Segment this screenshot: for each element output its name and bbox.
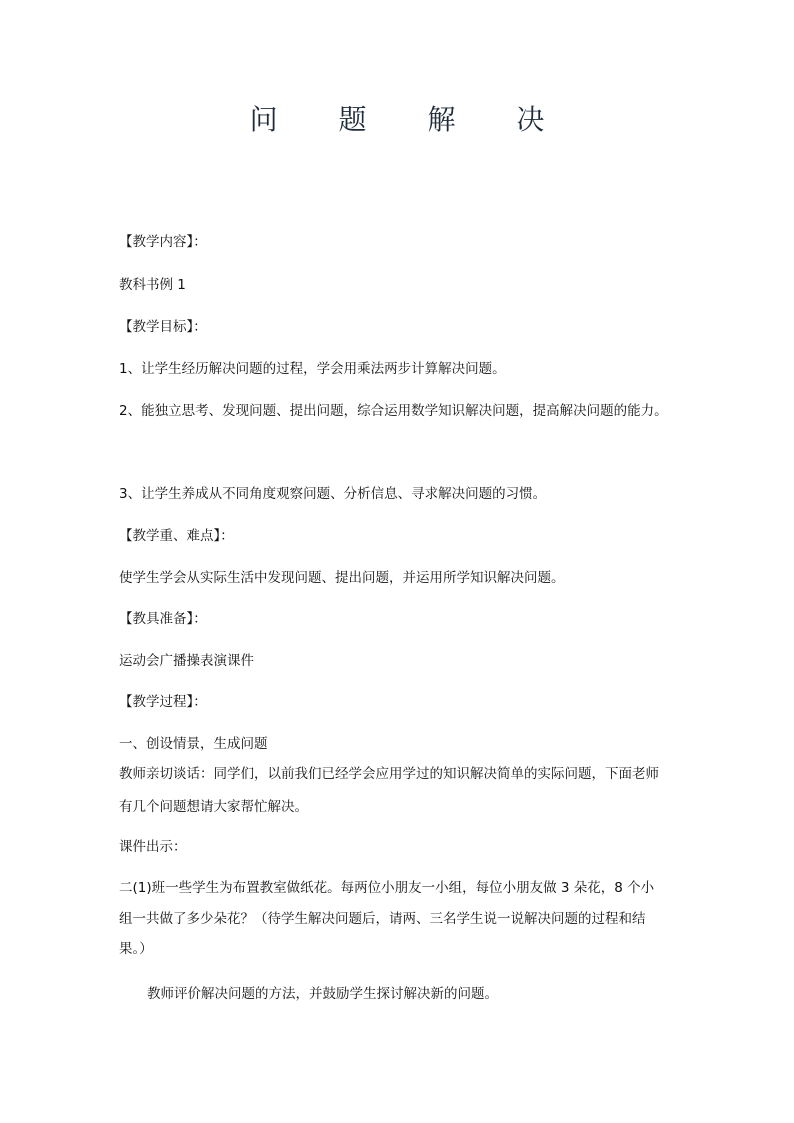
paragraph-teacher-talk-line-1: 教师亲切谈话：同学们，以前我们已经学会应用学过的知识解决简单的实际问题，下面老师	[119, 766, 659, 782]
goal-item-2: 2、能独立思考、发现问题、提出问题，综合运用数学知识解决问题，提高解决问题的能力。	[119, 403, 668, 419]
paragraph-materials: 运动会广播操表演课件	[119, 653, 254, 669]
paragraph-teacher-evaluation: 教师评价解决问题的方法，并鼓励学生探讨解决新的问题。	[147, 986, 498, 1002]
paragraph-problem-line-3: 果。）	[119, 941, 153, 957]
paragraph-courseware-show: 课件出示：	[119, 839, 187, 855]
goal-item-1: 1、让学生经历解决问题的过程，学会用乘法两步计算解决问题。	[119, 361, 506, 377]
goal-item-3: 3、让学生养成从不同角度观察问题、分析信息、寻求解决问题的习惯。	[119, 486, 547, 502]
section-heading-goals: 【教学目标】：	[119, 319, 207, 335]
section-heading-process: 【教学过程】：	[119, 694, 207, 710]
paragraph-teacher-talk-line-2: 有几个问题想请大家帮忙解决。	[119, 799, 308, 815]
paragraph-key-points: 使学生学会从实际生活中发现问题、提出问题，并运用所学知识解决问题。	[119, 570, 565, 586]
section-heading-key-points: 【教学重、难点】：	[119, 528, 234, 544]
section-heading-content: 【教学内容】：	[119, 234, 207, 250]
page-title: 问 题 解 决	[249, 103, 571, 136]
paragraph-problem-line-1: 二(1)班一些学生为布置教室做纸花。每两位小朋友一小组，每位小朋友做 3 朵花，8 个小	[119, 880, 655, 896]
section-heading-materials: 【教具准备】：	[119, 611, 207, 627]
paragraph-problem-line-2: 组一共做了多少朵花？（待学生解决问题后，请两、三名学生说一说解决问题的过程和结	[119, 911, 646, 927]
paragraph-textbook-example: 教科书例 1	[119, 277, 186, 293]
subheading-step-1: 一、创设情景，生成问题	[119, 736, 268, 752]
